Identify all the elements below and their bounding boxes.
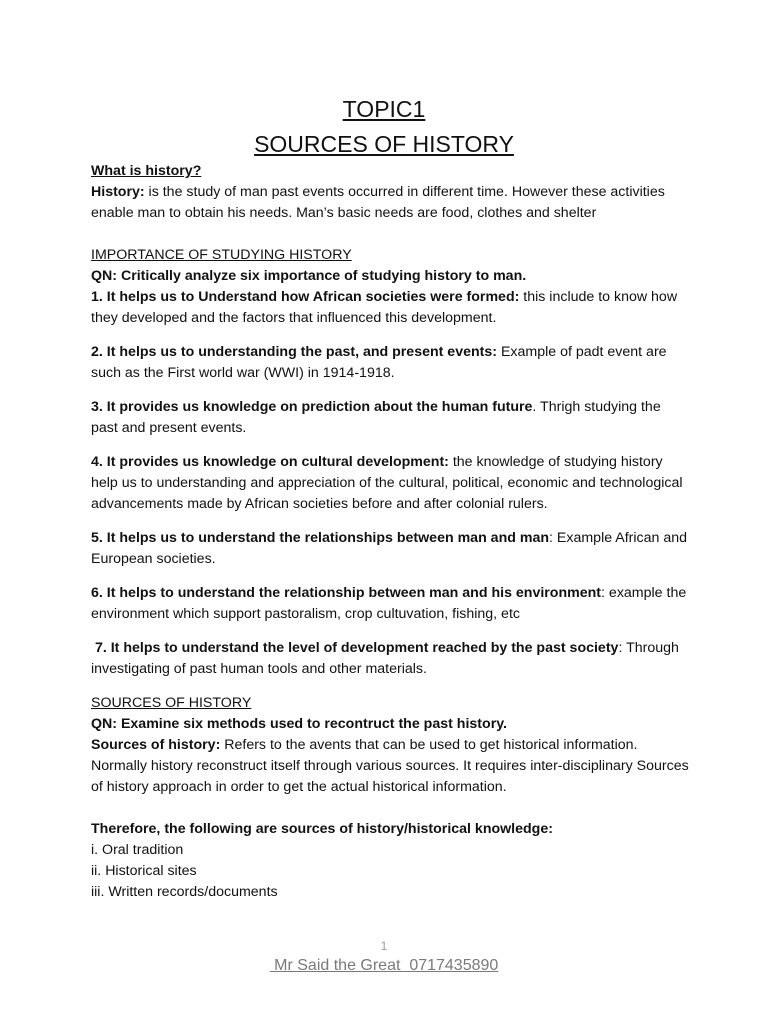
importance-item: 2. It helps us to understanding the past, and present events: Example of padt event are such as the First world war (WWI) in 1914-1918. xyxy=(91,344,667,381)
definition-label: Sources of history: xyxy=(91,737,221,753)
importance-item: 4. It provides us knowledge on cultural development: the knowledge of studying history help us to understanding and appreciation of the cultural, political, economic and technological advancements made by African societies before and after colonial rulers. xyxy=(91,454,683,512)
definition-text: is the study of man past events occurred in different time. However these activities enable man to obtain his needs. Man’s basic needs are food, clothes and shelter xyxy=(91,184,665,221)
list-item: ii. Historical sites xyxy=(91,863,197,879)
page-number: 1 xyxy=(380,939,388,953)
definition-label: History: xyxy=(91,184,145,200)
document-body xyxy=(91,161,691,903)
importance-item: 3. It provides us knowledge on prediction about the human future. Thrigh studying the past and present events. xyxy=(91,399,661,436)
intro-question: What is history? xyxy=(91,163,202,179)
importance-item: 5. It helps us to understand the relationships between man and man: Example African and European societies. xyxy=(91,530,688,567)
sources-definition xyxy=(91,735,691,798)
page-title: SOURCES OF HISTORY xyxy=(254,131,514,157)
importance-heading: IMPORTANCE OF STUDYING HISTORY xyxy=(91,247,352,263)
sources-question: QN: Examine six methods used to recontruct the past history. xyxy=(91,716,507,732)
list-item: i. Oral tradition xyxy=(91,842,184,858)
sources-list-intro: Therefore, the following are sources of history/historical knowledge: xyxy=(91,821,553,837)
importance-question: QN: Critically analyze six importance of studying history to man. xyxy=(91,268,527,284)
footer-author: Mr Said the Great 0717435890 xyxy=(269,957,499,974)
importance-item: 6. It helps to understand the relationship between man and his environment: example the environment which support pastoralism, crop cultuvation, fishing, etc xyxy=(91,585,687,622)
topic-heading: TOPIC1 xyxy=(342,96,426,122)
definition-text: Refers to the avents that can be used to get historical information. Normally history reconstruct itself through various sources. It requires inter-disciplinary Sources of history approach in order to get the actual historical information. xyxy=(91,737,689,795)
history-definition xyxy=(91,182,691,224)
importance-item: 1. It helps us to Understand how African societies were formed: this include to know how they developed and the factors that influenced this development. xyxy=(91,289,678,326)
list-item: iii. Written records/documents xyxy=(91,884,278,900)
importance-item: 7. It helps to understand the level of development reached by the past society: Through investigating of past human tools and other materials. xyxy=(91,640,683,677)
sources-heading: SOURCES OF HISTORY xyxy=(91,695,252,711)
